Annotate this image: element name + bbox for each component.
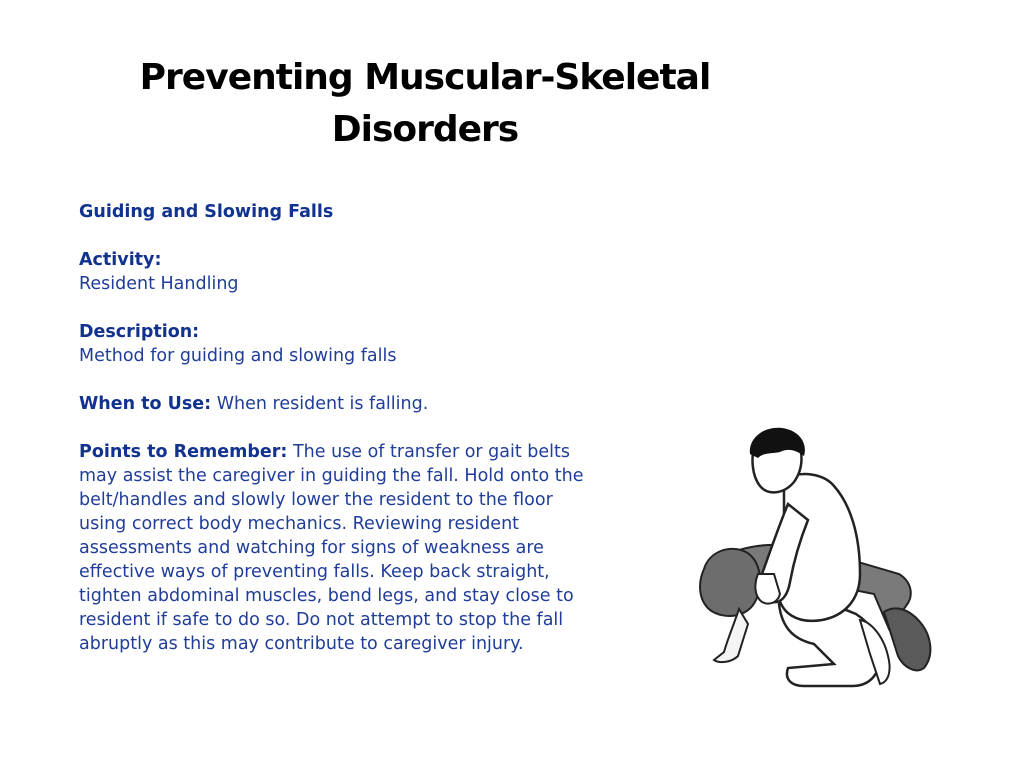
activity-section [79, 248, 599, 296]
section-heading [79, 200, 599, 224]
points-value: The use of transfer or gait belts may assist the caregiver in guiding the fall. Hold onto the belt/handles and slowly lower the resident to the floor using correct body mechanics. Reviewing resident assessments and watching for signs of weakness are effective ways of preventing falls. Keep back straight, tighten abdominal muscles, bend legs, and stay close to resident if safe to do so. Do not attempt to stop the fall abruptly as this may contribute to caregiver injury. [79, 442, 584, 654]
points-section [79, 440, 599, 656]
description-label: Description: [79, 322, 200, 342]
caregiver-hand [755, 574, 780, 604]
resident-head [700, 549, 760, 616]
slide-body [79, 200, 599, 680]
when-to-use-value: When resident is falling. [216, 394, 429, 414]
heading-text: Guiding and Slowing Falls [79, 202, 334, 222]
activity-value: Resident Handling [79, 274, 239, 294]
when-to-use-label: When to Use: [79, 394, 212, 414]
points-label: Points to Remember: [79, 442, 288, 462]
resident-foot [884, 608, 930, 670]
caregiver-lowering-resident-illustration [684, 424, 944, 694]
description-value: Method for guiding and slowing falls [79, 346, 397, 366]
when-to-use-section [79, 392, 599, 416]
description-section [79, 320, 599, 368]
activity-label: Activity: [79, 250, 162, 270]
slide-title: Preventing Muscular-Skeletal Disorders [139, 57, 711, 150]
